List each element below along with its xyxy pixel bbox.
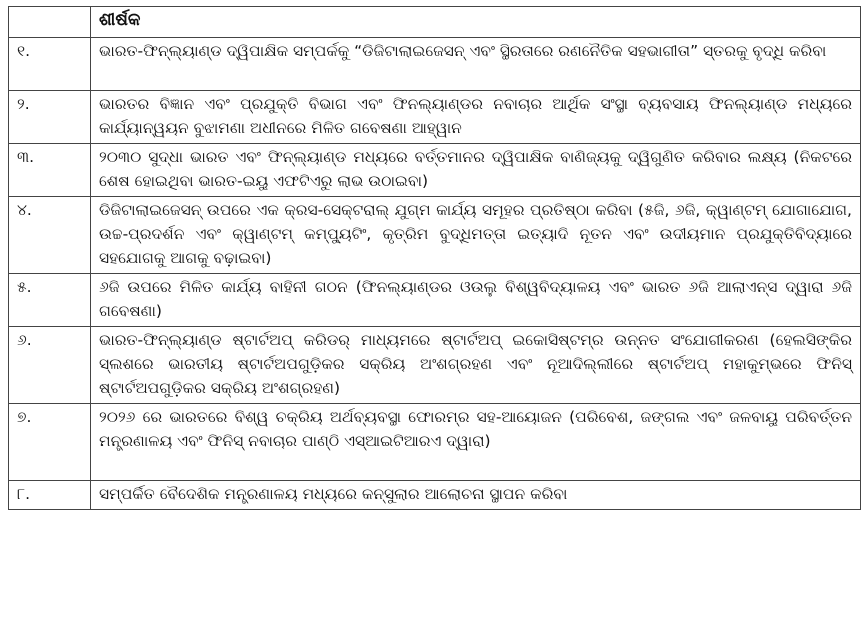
row-number: ୧. <box>9 38 91 91</box>
row-number: ୩. <box>9 144 91 197</box>
row-number: ୬. <box>9 327 91 404</box>
row-number: ୪. <box>9 197 91 274</box>
row-number: ୨. <box>9 91 91 144</box>
row-text: ୬ଜି ଉପରେ ମିଳିତ କାର୍ଯ୍ୟ ବାହିନୀ ଗଠନ (ଫିନଲ୍ୟାଣ୍ଡର ଓଉଲୁ ବିଶ୍ୱବିଦ୍ୟାଳୟ ଏବଂ ଭାରତ ୬ଜି ଆଲାଏନ୍ସ ଦ୍ୱାରା ୬ଜି ଗବେଷଣା) <box>91 274 861 327</box>
agreements-table <box>8 6 861 510</box>
table-row <box>9 481 861 510</box>
row-text: ଭାରତର ବିଜ୍ଞାନ ଏବଂ ପ୍ରଯୁକ୍ତି ବିଭାଗ ଏବଂ ଫିନଲ୍ୟାଣ୍ଡର ନବାଚାର ଆର୍ଥିକ ସଂସ୍ଥା ବ୍ୟବସାୟ ଫିନଲ୍ୟାଣ୍ଡ ମଧ୍ୟରେ କାର୍ଯ୍ୟାନ୍ୱୟନ ବୁଝାମଣା ଅଧୀନରେ ମିଳିତ ଗବେଷଣା ଆହ୍ୱାନ <box>91 91 861 144</box>
table-row <box>9 404 861 481</box>
table-row <box>9 197 861 274</box>
table-row <box>9 38 861 91</box>
row-number: ୮. <box>9 481 91 510</box>
row-text: ୨୦୨୬ ରେ ଭାରତରେ ବିଶ୍ୱ ଚକ୍ରିୟ ଅର୍ଥବ୍ୟବସ୍ଥା ଫୋରମ୍‌ର ସହ-ଆୟୋଜନ (ପରିବେଶ, ଜଙ୍ଗଲ ଏବଂ ଜଳବାୟୁ ପରିବର୍ତ୍ତନ ମନ୍ତ୍ରଣାଳୟ ଏବଂ ଫିନିସ୍ ନବାଚାର ପାଣ୍ଠି ଏସ୍‌ଆଇଟିଆରଏ ଦ୍ୱାରା) <box>91 404 861 481</box>
row-text: ଭାରତ-ଫିନ୍‌ଲ୍ୟାଣ୍ଡ ଦ୍ୱିପାକ୍ଷିକ ସମ୍ପର୍କକୁ “ଡିଜିଟାଲାଇଜେସନ୍ ଏବଂ ସ୍ଥିରତାରେ ରଣନୈତିକ ସହଭାଗୀତା” ସ୍ତରକୁ ବୃଦ୍ଧି କରିବା <box>91 38 861 91</box>
header-title-cell: ଶୀର୍ଷକ <box>91 7 861 38</box>
table-row <box>9 327 861 404</box>
row-text: ୨୦୩୦ ସୁଦ୍ଧା ଭାରତ ଏବଂ ଫିନ୍‌ଲ୍ୟାଣ୍ଡ ମଧ୍ୟରେ ବର୍ତ୍ତମାନର ଦ୍ୱିପାକ୍ଷିକ ବାଣିଜ୍ୟକୁ ଦ୍ୱିଗୁଣିତ କରିବାର ଲକ୍ଷ୍ୟ (ନିକଟରେ ଶେଷ ହୋଇଥିବା ଭାରତ-ଇୟୁ ଏଫଟିଏରୁ ଲାଭ ଉଠାଇବା) <box>91 144 861 197</box>
row-text: ଭାରତ-ଫିନ୍‌ଲ୍ୟାଣ୍ଡ ଷ୍ଟାର୍ଟଅପ୍ କରିଡର୍ ମାଧ୍ୟମରେ ଷ୍ଟାର୍ଟଅପ୍ ଇକୋସିଷ୍ଟମ୍‌ର ଉନ୍ନତ ସଂଯୋଗୀକରଣ (ହେଲସିଙ୍କିର ସ୍ଲଶରେ ଭାରତୀୟ ଷ୍ଟାର୍ଟଅପଗୁଡ଼ିକର ସକ୍ରିୟ ଅଂଶଗ୍ରହଣ ଏବଂ ନୂଆଦିଲ୍ଲୀରେ ଷ୍ଟାର୍ଟଅପ୍ ମହାକୁମ୍ଭରେ ଫିନିସ୍ ଷ୍ଟାର୍ଟଅପଗୁଡ଼ିକର ସକ୍ରିୟ ଅଂଶଗ୍ରହଣ) <box>91 327 861 404</box>
row-text: ସମ୍ପର୍କିତ ବୈଦେଶିକ ମନ୍ତ୍ରଣାଳୟ ମଧ୍ୟରେ କନ୍‌ସୁଲାର ଆଲୋଚନା ସ୍ଥାପନ କରିବା <box>91 481 861 510</box>
row-number: ୭. <box>9 404 91 481</box>
table-row <box>9 274 861 327</box>
table-header-row <box>9 7 861 38</box>
row-text: ଡିଜିଟାଲାଇଜେସନ୍ ଉପରେ ଏକ କ୍ରସ-ସେକ୍ଟରାଲ୍ ଯୁଗ୍ମ କାର୍ଯ୍ୟ ସମୂହର ପ୍ରତିଷ୍ଠା କରିବା (୫ଜି, ୬ଜି, କ୍ୱାଣ୍ଟମ୍ ଯୋଗାଯୋଗ, ଉଚ୍ଚ-ପ୍ରଦର୍ଶନ ଏବଂ କ୍ୱାଣ୍ଟମ୍ କମ୍ପ୍ୟୁଟିଂ, କୃତ୍ରିମ ବୁଦ୍ଧିମତ୍ତା ଇତ୍ୟାଦି ନୂତନ ଏବଂ ଉଦୀୟମାନ ପ୍ରଯୁକ୍ତିବିଦ୍ୟାରେ ସହଯୋଗକୁ ଆଗକୁ ବଢ଼ାଇବା) <box>91 197 861 274</box>
table-row <box>9 144 861 197</box>
header-number-cell <box>9 7 91 38</box>
row-number: ୫. <box>9 274 91 327</box>
table-row <box>9 91 861 144</box>
